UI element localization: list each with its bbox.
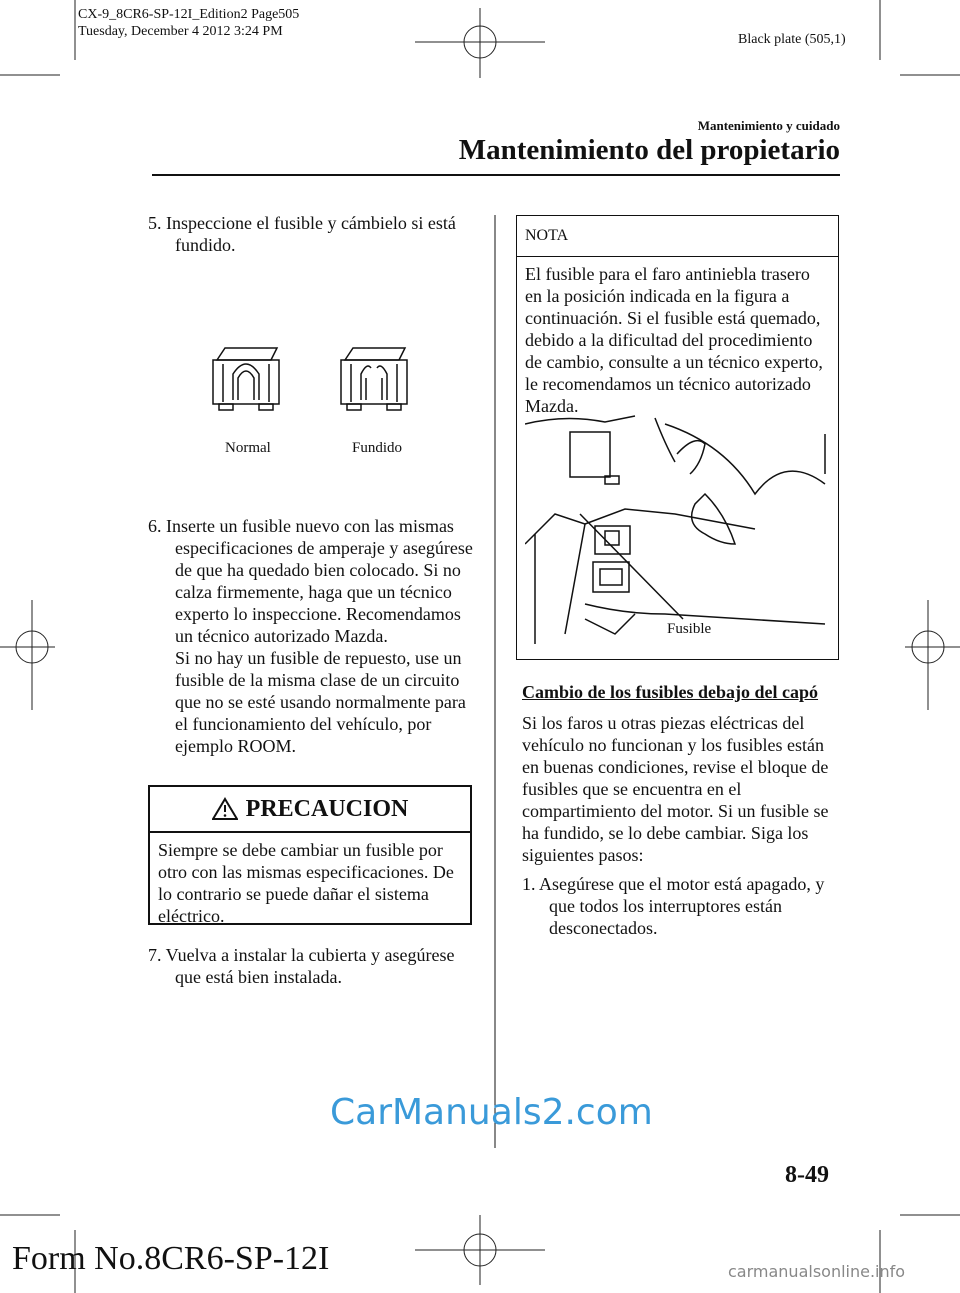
doc-id-line: CX-9_8CR6-SP-12I_Edition2 Page505	[78, 7, 300, 22]
blown-label: Fundido	[352, 440, 403, 456]
watermark: CarManuals2.com	[330, 1092, 653, 1133]
section-title: Mantenimiento del propietario	[458, 134, 840, 166]
step-7-text: 7. Vuelva a instalar la cubierta y asegúrese que está bien instalada.	[148, 945, 455, 987]
fuse-location-figure	[525, 414, 830, 649]
under-hood-paragraph: Si los faros u otras piezas eléctricas del vehículo no funcionan y los fusibles están en buenas condiciones, revise el bloque de fusibles que se encuentra en el compartimiento del motor. Si un fusible se ha fundido, se lo debe cambiar. Siga los siguientes pasos:	[522, 713, 829, 865]
caution-box	[148, 785, 472, 925]
note-title: NOTA	[517, 216, 838, 257]
page-number: 8-49	[785, 1162, 829, 1188]
step-1-text: 1. Asegúrese que el motor está apagado, y que todos los interruptores están desconectados.	[522, 874, 825, 938]
document-id	[78, 6, 299, 40]
step-1	[522, 873, 844, 939]
caution-title: PRECAUCION	[245, 795, 409, 822]
step-5-text: 5. Inspeccione el fusible y cámbielo si está fundido.	[148, 213, 456, 255]
note-box	[516, 215, 839, 660]
step-6-text: 6. Inserte un fusible nuevo con las mismas especificaciones de amperaje y asegúrese de que ha quedado bien colocado. Si no calza firmemente, haga que un técnico experto lo inspeccione. Recomendamos un técnico autorizado Mazda.	[148, 516, 473, 646]
step-6	[148, 515, 478, 757]
section-label: Mantenimiento y cuidado	[697, 118, 840, 133]
step-7	[148, 944, 478, 988]
normal-fuse	[213, 348, 279, 410]
caution-header	[150, 787, 470, 833]
timestamp-line: Tuesday, December 4 2012 3:24 PM	[78, 24, 283, 39]
step-5	[148, 212, 478, 256]
step-6-extra: Si no hay un fusible de repuesto, use un fusible de la misma clase de un circuito que no se esté usando normalmente para el funcionamiento del vehículo, por ejemplo ROOM.	[175, 648, 466, 756]
caution-text: Siempre se debe cambiar un fusible por otro con las mismas especificaciones. De lo contrario se puede dañar el sistema eléctrico.	[158, 840, 454, 926]
blown-fuse	[341, 348, 407, 410]
warning-icon	[212, 797, 238, 821]
footer-site: carmanualsonline.info	[728, 1262, 906, 1281]
note-text: El fusible para el faro antiniebla trasero en la posición indicada en la figura a continuación. Si el fusible está quemado, debido a la dificultad del procedimiento de cambio, consulte a un técnico experto, le recomendamos un técnico autorizado Mazda.	[525, 264, 823, 416]
fuse-figure-label: Fusible	[667, 621, 712, 637]
subsection-heading: Cambio de los fusibles debajo del capó	[522, 682, 819, 702]
form-number: Form No.8CR6-SP-12I	[12, 1240, 330, 1277]
fuse-illustration	[205, 340, 425, 440]
normal-label: Normal	[225, 440, 271, 456]
plate-label: Black plate (505,1)	[738, 32, 846, 47]
